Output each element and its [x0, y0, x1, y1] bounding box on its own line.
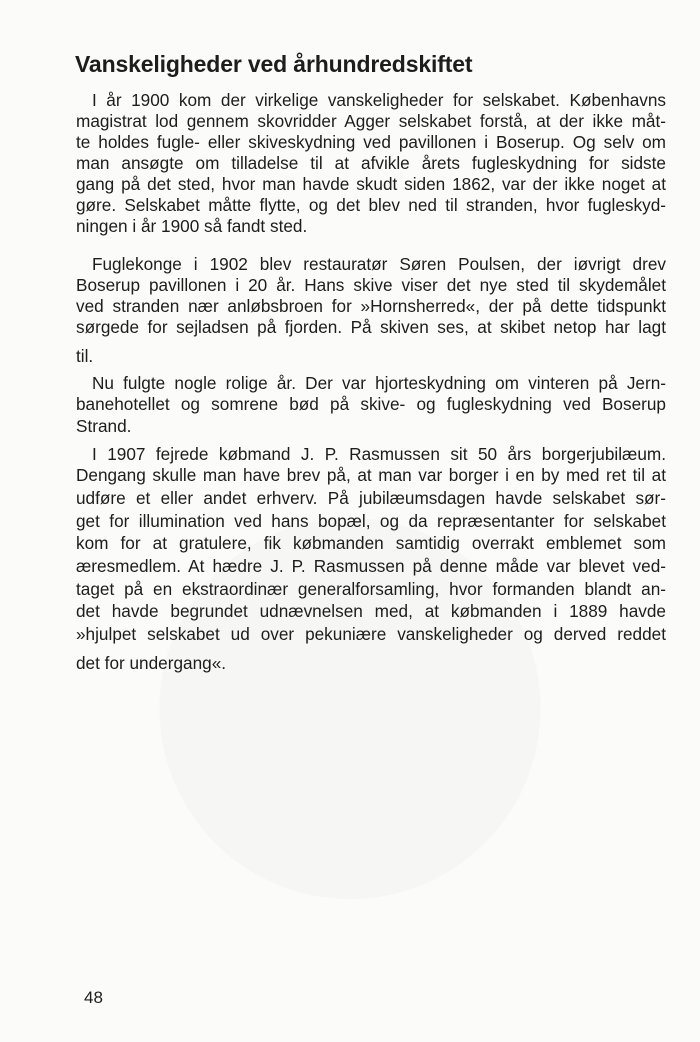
- paragraph-line: Fuglekonge i 1902 blev restauratør Søren Poulsen, der iøvrigt drev: [92, 254, 666, 274]
- paragraph-line: det havde begrundet udnævnelsen med, at købmanden i 1889 havde: [76, 601, 666, 621]
- paragraph-line: magistrat lod gennem skovridder Agger selskabet forstå, at der ikke måt-: [76, 111, 666, 131]
- paragraph-line: I år 1900 kom der virkelige vanskeligheder for selskabet. Københavns: [92, 90, 666, 110]
- paragraph-line: gøre. Selskabet måtte flytte, og det blev ned til stranden, hvor fugleskyd-: [76, 195, 666, 215]
- paragraph-line: te holdes fugle- eller skiveskydning ved pavillonen i Boserup. Og selv om: [76, 132, 666, 152]
- paragraph-line: Nu fulgte nogle rolige år. Der var hjorteskydning om vinteren på Jern-: [92, 373, 666, 393]
- paragraph-line: taget på en ekstraordinær generalforsamling, hvor formanden blandt an-: [76, 579, 666, 599]
- paragraph-line: »hjulpet selskabet ud over pekuniære vanskeligheder og derved reddet: [76, 624, 666, 644]
- section-title: Vanskeligheder ved århundredskiftet: [75, 51, 473, 77]
- paragraph-line: det for undergang«.: [76, 653, 227, 673]
- paragraph-line: man ansøgte om tilladelse til at afvikle årets fugleskydning for sidste: [76, 153, 666, 173]
- paragraph-line: I 1907 fejrede købmand J. P. Rasmussen sit 50 års borgerjubilæum.: [92, 444, 666, 464]
- paragraph-line: get for illumination ved hans bopæl, og da repræsentanter for selskabet: [76, 511, 666, 531]
- paragraph-line: Strand.: [76, 416, 132, 436]
- paragraph-line: kom for at gratulere, fik købmanden samtidig overrakt emblemet som: [76, 533, 666, 553]
- paragraph-line: ningen i år 1900 så fandt sted.: [76, 216, 308, 236]
- paragraph-line: Boserup pavillonen i 20 år. Hans skive viser det nye sted til skydemålet: [76, 275, 666, 295]
- paragraph-line: æresmedlem. At hædre J. P. Rasmussen på denne måde var blevet ved-: [76, 556, 666, 576]
- paragraph-line: sørgede for sejladsen på fjorden. På skiven ses, at skibet netop har lagt: [76, 317, 666, 337]
- paragraph-line: til.: [76, 346, 94, 366]
- paragraph-line: Dengang skulle man have brev på, at man var borger i en by med ret til at: [76, 465, 666, 485]
- paragraph-line: udføre et eller andet erhverv. På jubilæumsdagen havde selskabet sør-: [76, 488, 666, 508]
- paragraph-line: gang på det sted, hvor man havde skudt siden 1862, var der ikke noget at: [76, 174, 666, 194]
- paragraph-line: banehotellet og somrene bød på skive- og fugleskydning ved Boserup: [76, 394, 666, 414]
- page-number: 48: [84, 988, 103, 1007]
- paragraph-line: ved stranden nær anløbsbroen for »Hornsherred«, der på dette tidspunkt: [76, 296, 666, 316]
